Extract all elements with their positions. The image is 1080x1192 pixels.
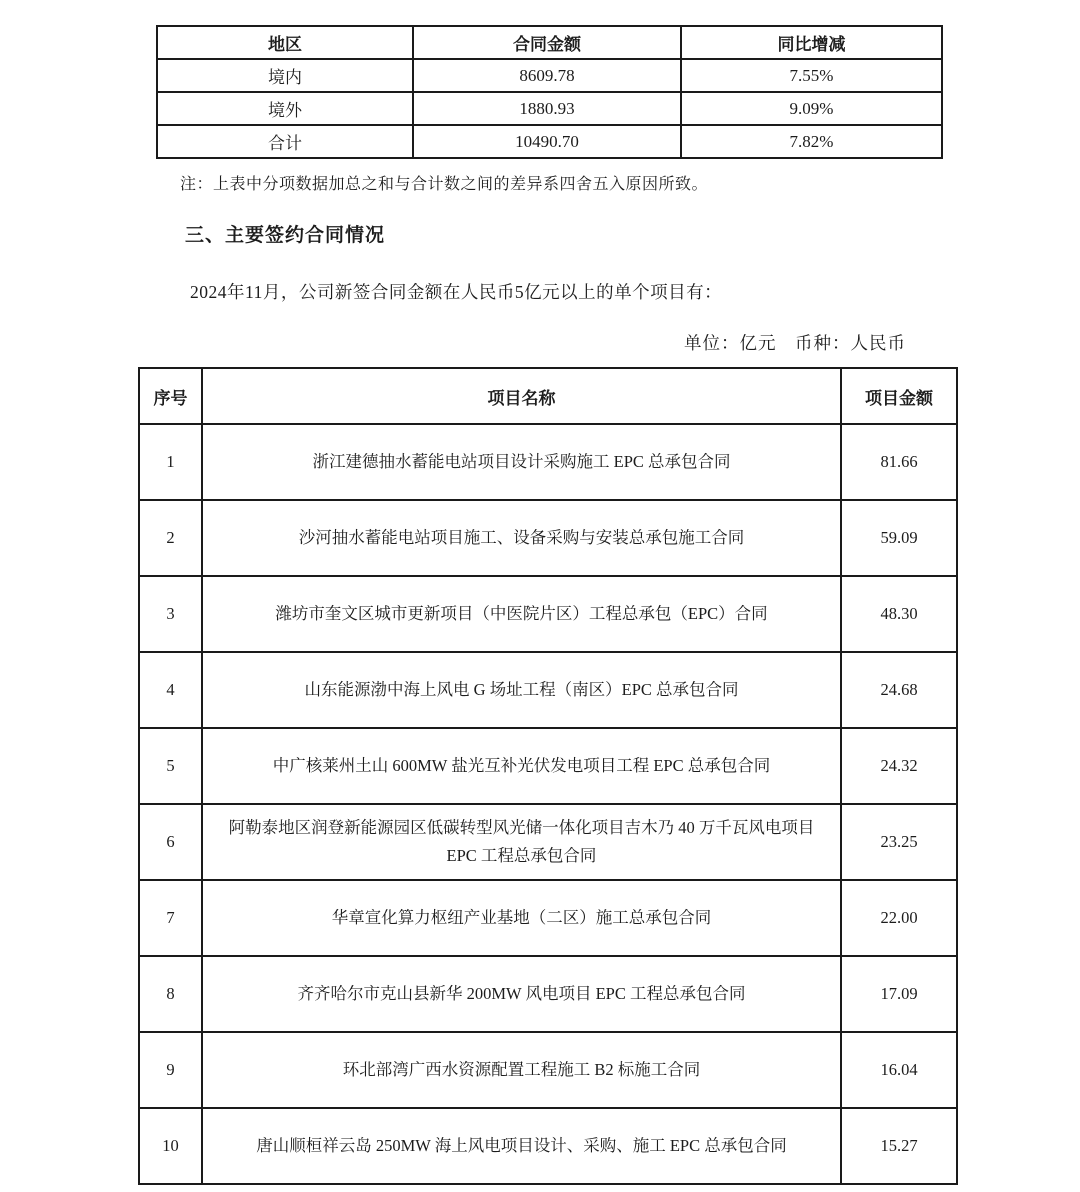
yoy-cell: 7.82% (681, 125, 942, 158)
intro-paragraph: 2024年11月，公司新签合同金额在人民币5亿元以上的单个项目有： (190, 282, 723, 302)
serial-cell: 1 (139, 424, 202, 500)
table-row (139, 880, 957, 956)
project-amount-cell: 81.66 (841, 424, 957, 500)
project-amount-cell: 16.04 (841, 1032, 957, 1108)
project-name-cell: 潍坊市奎文区城市更新项目（中医院片区）工程总承包（EPC）合同 (202, 576, 841, 652)
table-row (157, 59, 942, 92)
project-amount-cell: 48.30 (841, 576, 957, 652)
region-summary-table (156, 25, 943, 159)
region-cell: 合计 (157, 125, 413, 158)
project-amount-col-header: 项目金额 (841, 368, 957, 424)
project-name-cell: 山东能源渤中海上风电 G 场址工程（南区）EPC 总承包合同 (202, 652, 841, 728)
rounding-note: 注：上表中分项数据加总之和与合计数之间的差异系四舍五入原因所致。 (180, 176, 709, 193)
projects-table-header-row (139, 368, 957, 424)
project-amount-cell: 23.25 (841, 804, 957, 880)
document-page (0, 25, 1080, 1192)
project-name-cell: 中广核莱州土山 600MW 盐光互补光伏发电项目工程 EPC 总承包合同 (202, 728, 841, 804)
region-cell: 境外 (157, 92, 413, 125)
project-amount-cell: 59.09 (841, 500, 957, 576)
project-name-cell: 阿勒泰地区润登新能源园区低碳转型风光储一体化项目吉木乃 40 万千瓦风电项目 EPC 工程总承包合同 (202, 804, 841, 880)
project-amount-cell: 22.00 (841, 880, 957, 956)
unit-currency-line: 单位：亿元 币种：人民币 (684, 333, 906, 353)
table-row (139, 424, 957, 500)
amount-cell: 8609.78 (413, 59, 681, 92)
project-name-cell: 浙江建德抽水蓄能电站项目设计采购施工 EPC 总承包合同 (202, 424, 841, 500)
yoy-cell: 7.55% (681, 59, 942, 92)
table-row (139, 1032, 957, 1108)
project-name-cell: 唐山顺桓祥云岛 250MW 海上风电项目设计、采购、施工 EPC 总承包合同 (202, 1108, 841, 1184)
project-name-cell: 环北部湾广西水资源配置工程施工 B2 标施工合同 (202, 1032, 841, 1108)
projects-table (138, 367, 958, 1185)
table-row (139, 1108, 957, 1184)
table-row (139, 956, 957, 1032)
table-row (139, 804, 957, 880)
serial-cell: 8 (139, 956, 202, 1032)
serial-col-header: 序号 (139, 368, 202, 424)
table-row (139, 500, 957, 576)
project-amount-cell: 15.27 (841, 1108, 957, 1184)
yoy-cell: 9.09% (681, 92, 942, 125)
project-name-col-header: 项目名称 (202, 368, 841, 424)
contract-amount-col-header: 合同金额 (413, 26, 681, 59)
table-row (157, 125, 942, 158)
yoy-change-col-header: 同比增减 (681, 26, 942, 59)
project-name-cell: 沙河抽水蓄能电站项目施工、设备采购与安装总承包施工合同 (202, 500, 841, 576)
table-row (157, 92, 942, 125)
region-table-header-row (157, 26, 942, 59)
project-amount-cell: 24.68 (841, 652, 957, 728)
serial-cell: 2 (139, 500, 202, 576)
project-name-cell: 齐齐哈尔市克山县新华 200MW 风电项目 EPC 工程总承包合同 (202, 956, 841, 1032)
serial-cell: 10 (139, 1108, 202, 1184)
serial-cell: 9 (139, 1032, 202, 1108)
serial-cell: 5 (139, 728, 202, 804)
serial-cell: 7 (139, 880, 202, 956)
table-row (139, 576, 957, 652)
serial-cell: 4 (139, 652, 202, 728)
project-name-cell: 华章宣化算力枢纽产业基地（二区）施工总承包合同 (202, 880, 841, 956)
amount-cell: 10490.70 (413, 125, 681, 158)
table-row (139, 652, 957, 728)
serial-cell: 6 (139, 804, 202, 880)
table-row (139, 728, 957, 804)
region-cell: 境内 (157, 59, 413, 92)
amount-cell: 1880.93 (413, 92, 681, 125)
section-heading: 三、主要签约合同情况 (185, 225, 386, 246)
region-col-header: 地区 (157, 26, 413, 59)
project-amount-cell: 17.09 (841, 956, 957, 1032)
project-amount-cell: 24.32 (841, 728, 957, 804)
serial-cell: 3 (139, 576, 202, 652)
